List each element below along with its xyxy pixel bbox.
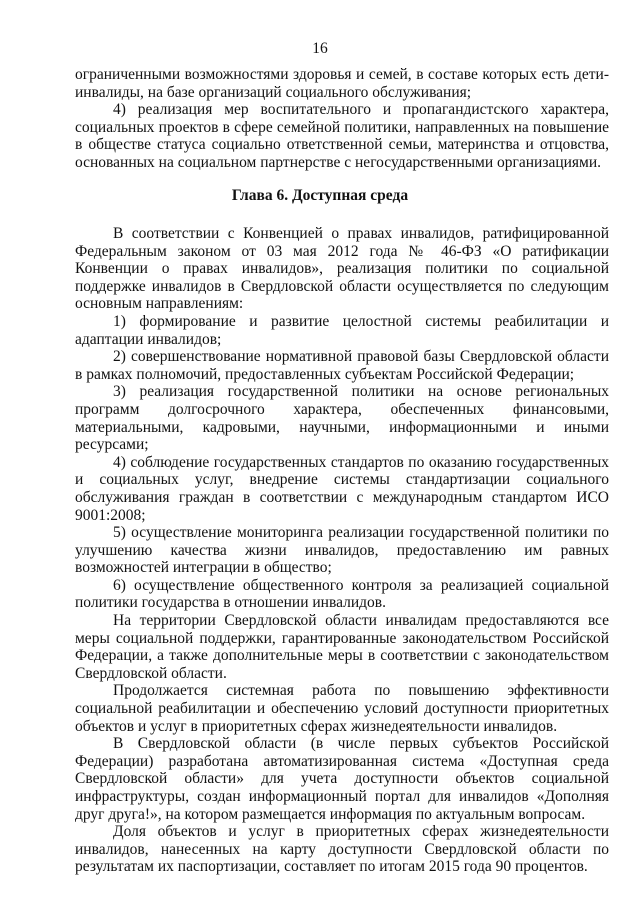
list-item: 3) реализация государственной политики на основе региональных программ долгосрочного характера, обеспеченных финансовыми, материальными, кадровыми, научными, информационными и иными ресурсами;: [75, 383, 609, 454]
top-text-block: [75, 66, 609, 172]
paragraph: ограниченными возможностями здоровья и семей, в составе которых есть дети-инвалиды, на базе организаций социального обслуживания;: [75, 66, 609, 101]
paragraph: На территории Свердловской области инвалидам предоставляются все меры социальной поддержки, гарантированные законодательством Российской Федерации, а также дополнительные меры в соответствии с законодательством Свердловской области.: [75, 612, 609, 682]
chapter-title: Глава 6. Доступная среда: [231, 187, 409, 204]
paragraph: В Свердловской области (в числе первых субъектов Российской Федерации) разработана автоматизированная система «Доступная среда Свердловской области» для учета доступности объектов социальной инфраструктуры, создан информационный портал для инвалидов «Дополняя друг друга!», на котором размещается информация по актуальным вопросам.: [75, 735, 609, 823]
paragraph: Продолжается системная работа по повышению эффективности социальной реабилитации и обеспечению условий доступности приоритетных объектов и услуг в приоритетных сферах жизнедеятельности инвалидов.: [75, 682, 609, 735]
paragraph: В соответствии с Конвенцией о правах инвалидов, ратифицированной Федеральным законом от 03 мая 2012 года № 46-ФЗ «О ратификации Конвенции о правах инвалидов», реализация политики по социальной поддержке инвалидов в Свердловской области осуществляется по следующим основным направлениям:: [75, 225, 609, 313]
list-item: 5) осуществление мониторинга реализации государственной политики по улучшению качества жизни инвалидов, предоставлению им равных возможностей интеграции в общество;: [75, 524, 609, 577]
page-number: 16: [312, 40, 328, 57]
chapter-body: [75, 225, 609, 876]
list-item: 1) формирование и развитие целостной системы реабилитации и адаптации инвалидов;: [75, 312, 609, 348]
list-item: 6) осуществление общественного контроля за реализацией социальной политики государства в отношении инвалидов.: [75, 576, 609, 612]
list-item: 4) соблюдение государственных стандартов по оказанию государственных и социальных услуг, внедрение системы стандартизации социального обслуживания граждан в соответствии с международным стандартом ИСО 9001:2008;: [75, 453, 609, 524]
paragraph: 4) реализация мер воспитательного и пропагандистского характера, социальных проектов в сфере семейной политики, направленных на повышение в обществе статуса социально ответственной семьи, материнства и отцовства, основанных на социальном партнерстве с негосударственными организациями.: [75, 101, 609, 171]
paragraph: Доля объектов и услуг в приоритетных сферах жизнедеятельности инвалидов, нанесенных на карту доступности Свердловской области по результатам их паспортизации, составляет по итогам 2015 года 90 процентов.: [75, 823, 609, 876]
list-item: 2) совершенствование нормативной правовой базы Свердловской области в рамках полномочий, предоставленных субъектам Российской Федерации;: [75, 348, 609, 383]
